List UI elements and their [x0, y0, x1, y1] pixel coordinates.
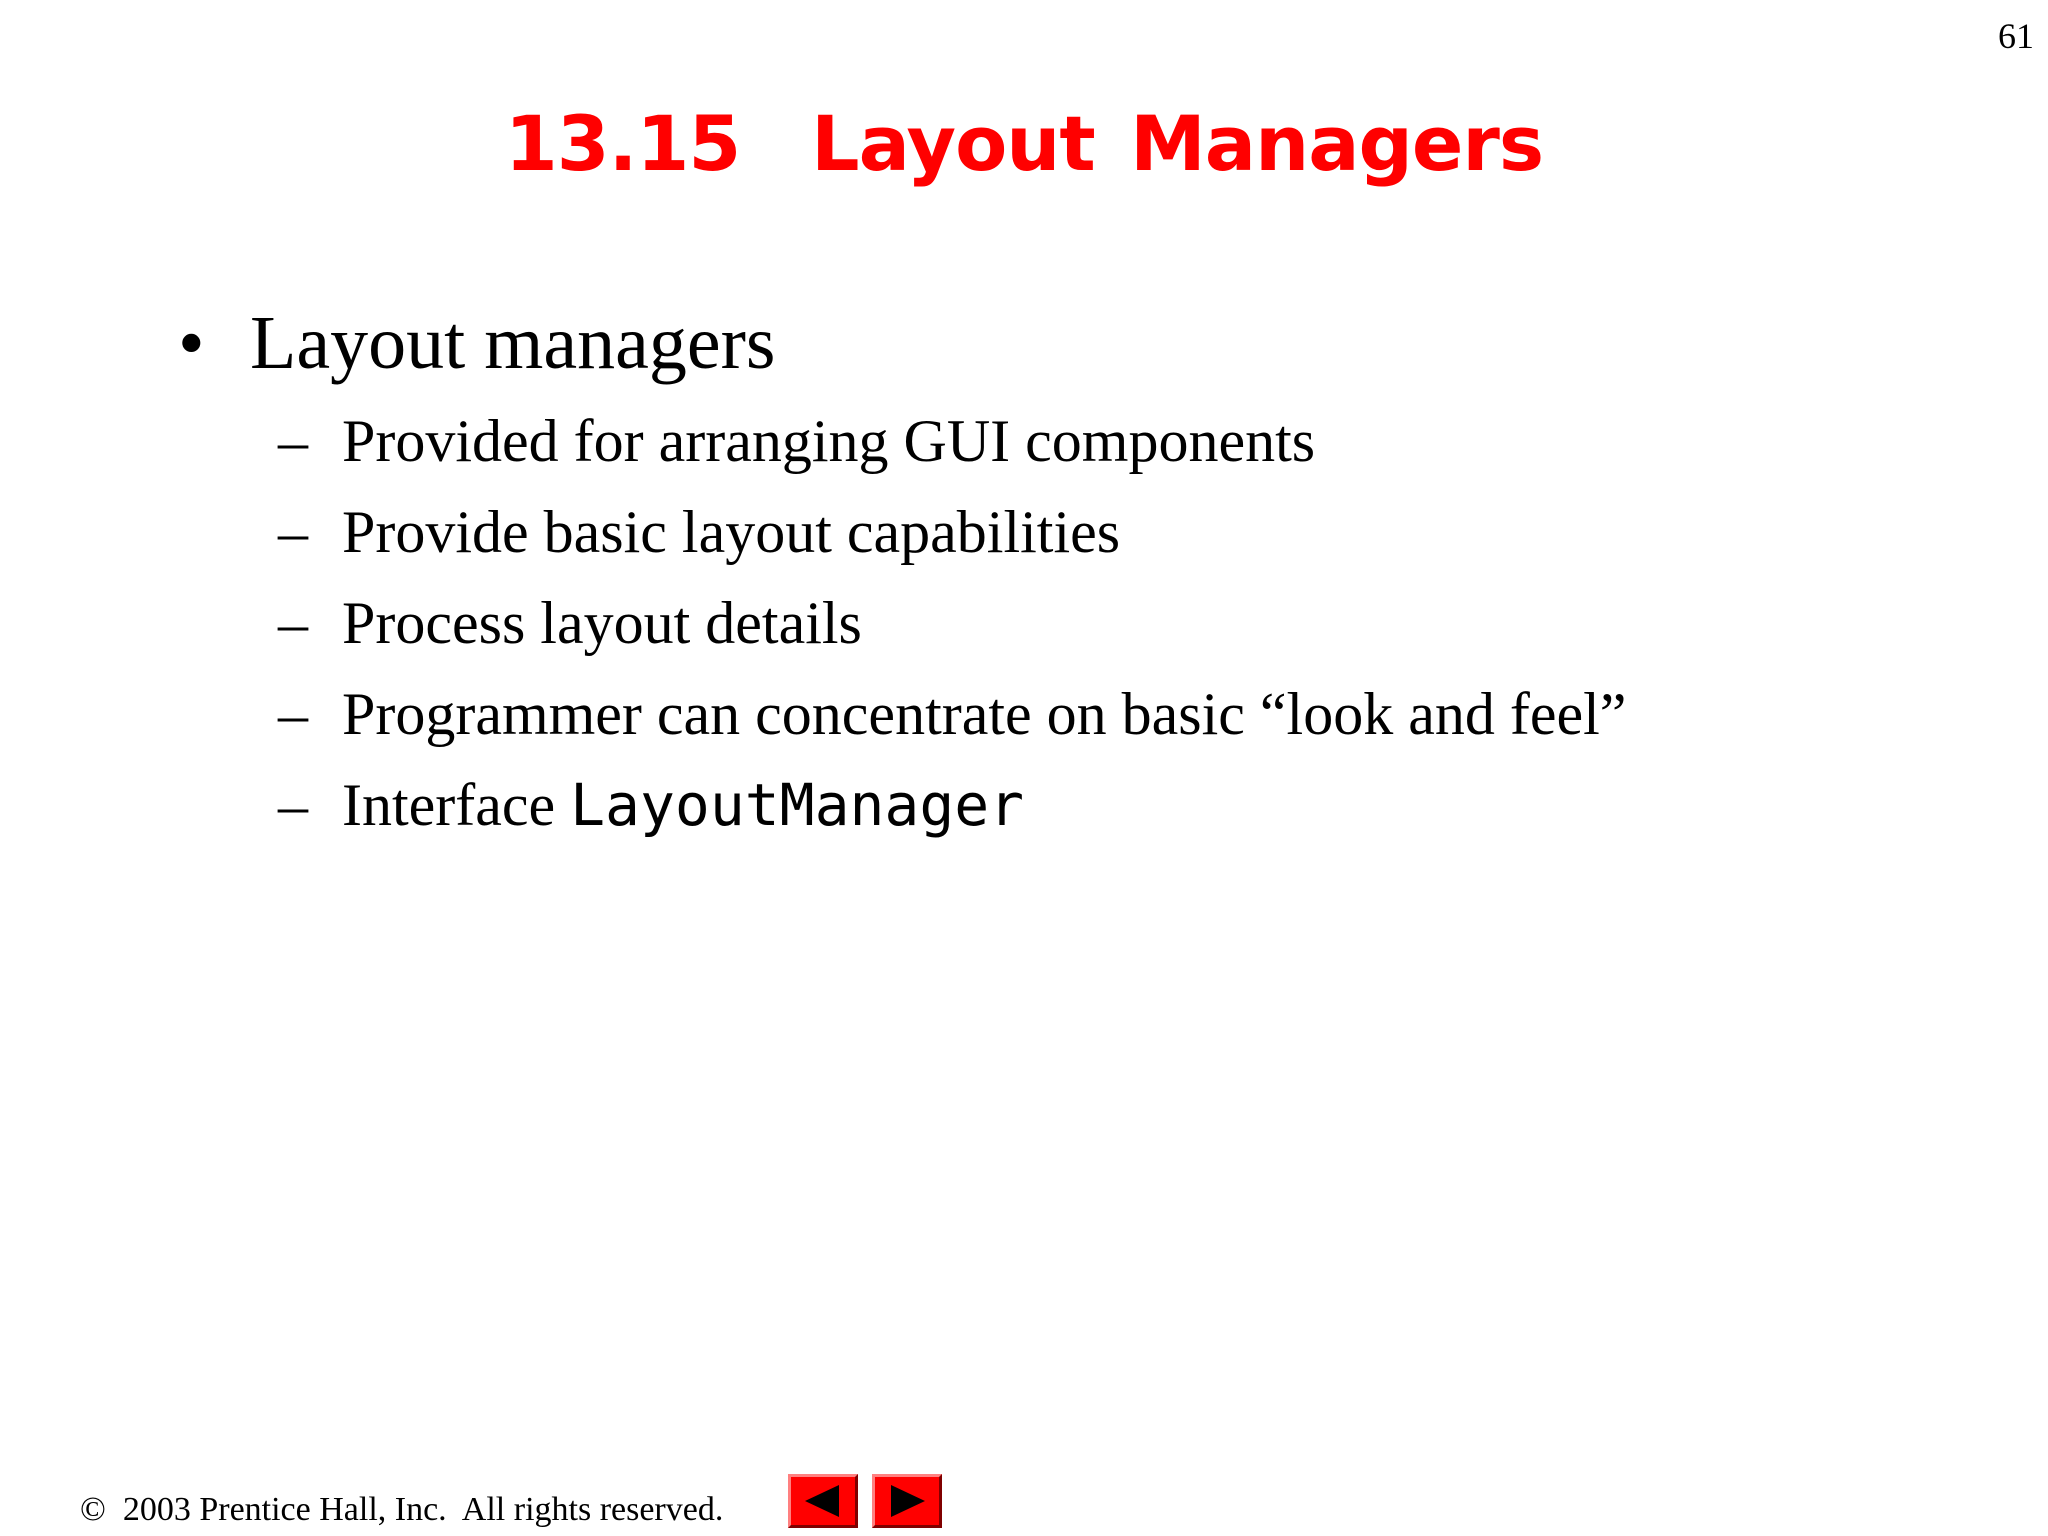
- sub-bullet-item: [170, 760, 1970, 851]
- bullet-list: [170, 290, 1970, 851]
- page-number: 61: [1998, 16, 2034, 56]
- right-triangle-icon: [875, 1477, 939, 1525]
- bullet-marker: •: [178, 301, 205, 385]
- next-slide-button[interactable]: [872, 1474, 942, 1528]
- sub-bullet-item: [170, 487, 1970, 578]
- bullet-item: [170, 290, 1970, 396]
- sub-bullet-item: [170, 396, 1970, 487]
- sub-bullet-text: [342, 760, 1024, 851]
- sub-bullet-marker: –: [278, 681, 308, 747]
- copyright-footer: © 2003 Prentice Hall, Inc. All rights reserved.: [80, 1491, 724, 1528]
- sub-bullet-marker: –: [278, 590, 308, 656]
- slide-title: 13.15 Layout Managers: [504, 99, 1544, 188]
- left-triangle-icon: [791, 1477, 855, 1525]
- sub-bullet-text: Provided for arranging GUI components: [342, 408, 1316, 474]
- sub-bullet-text: Programmer can concentrate on basic “look and feel”: [342, 681, 1627, 747]
- bullet-text: Layout managers: [250, 301, 776, 385]
- sub-bullet-item: [170, 669, 1970, 760]
- sub-bullet-text: Process layout details: [342, 590, 862, 656]
- previous-slide-button[interactable]: [788, 1474, 858, 1528]
- code-layoutmanager: LayoutManager: [570, 771, 1025, 839]
- sub-bullet-marker: –: [278, 499, 308, 565]
- sub-bullet-text: Provide basic layout capabilities: [342, 499, 1121, 565]
- sub-bullet-list: [170, 396, 1970, 851]
- sub-bullet-prefix: Interface: [342, 772, 571, 838]
- sub-bullet-item: [170, 578, 1970, 669]
- sub-bullet-marker: –: [278, 772, 308, 838]
- sub-bullet-marker: –: [278, 408, 308, 474]
